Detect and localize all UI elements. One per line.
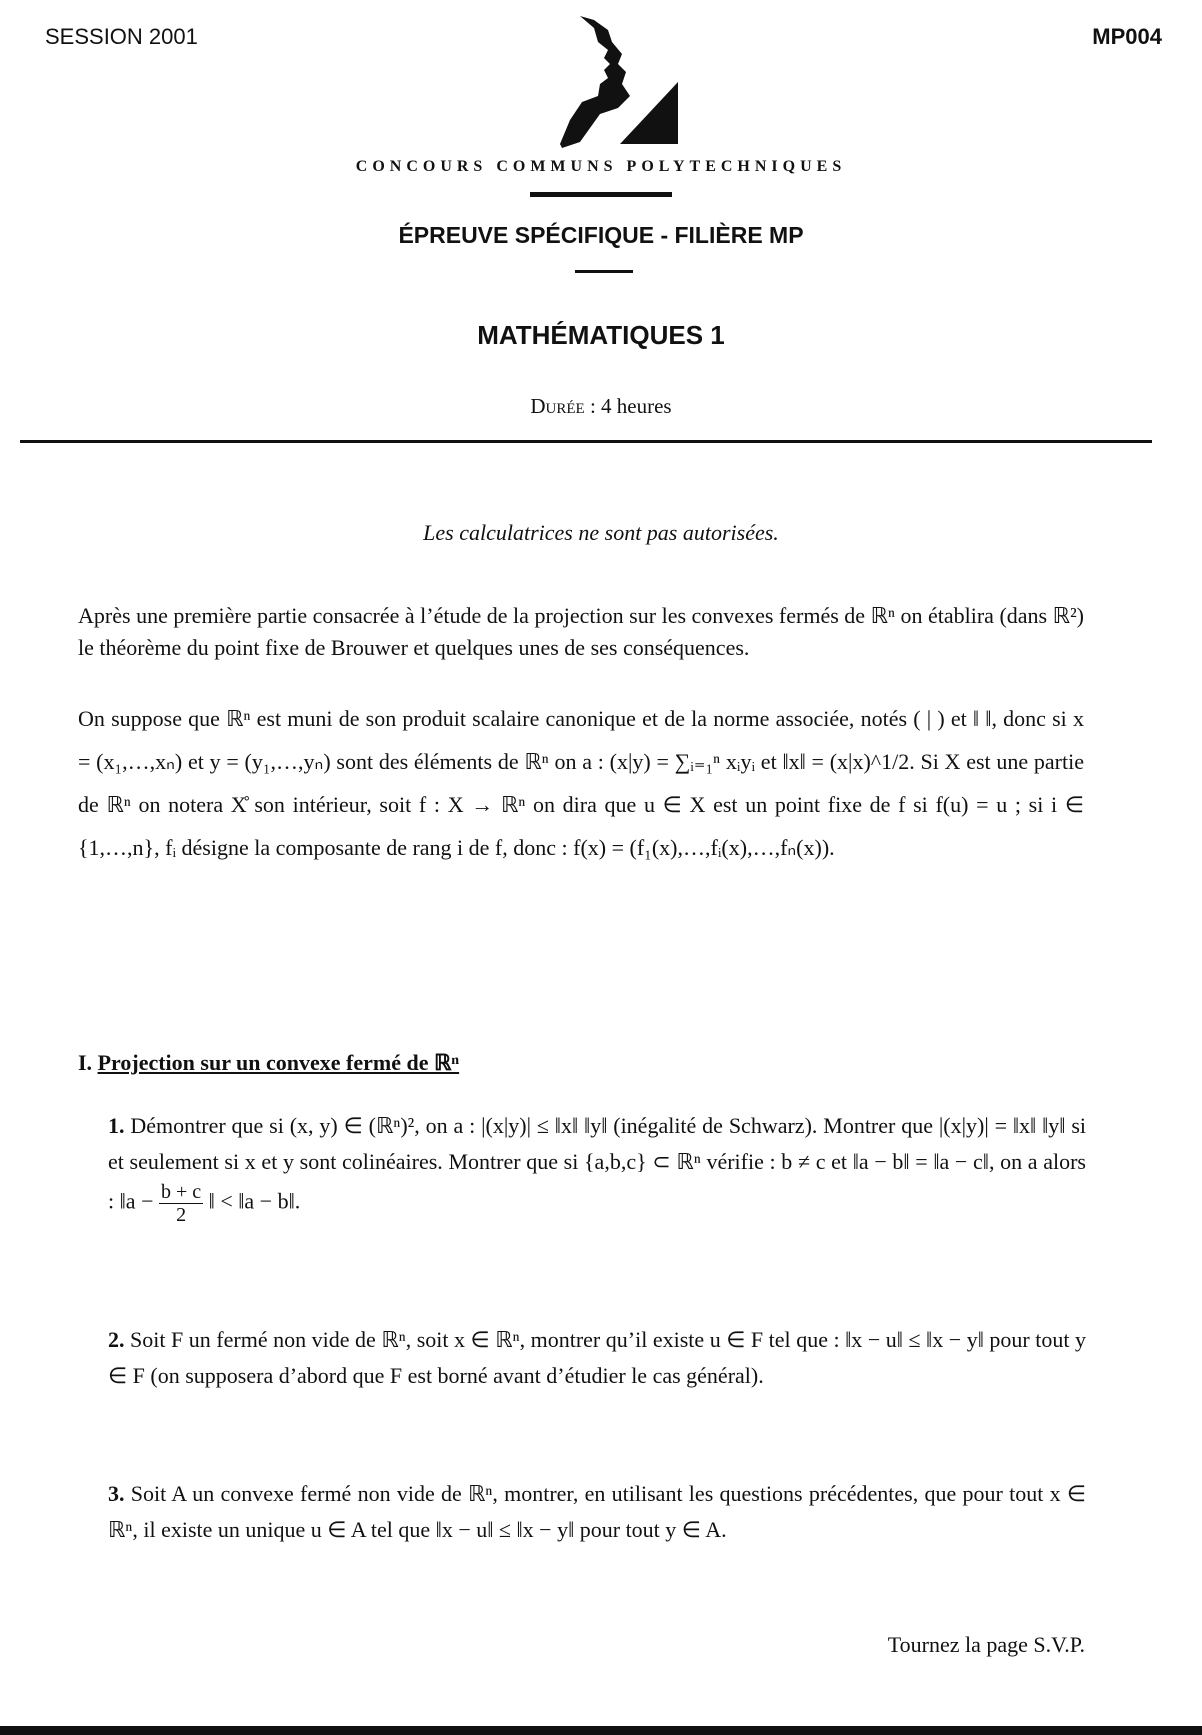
fraction-denominator: 2 xyxy=(176,1203,187,1226)
question-2 xyxy=(108,1322,1086,1395)
organization-underline xyxy=(530,192,672,197)
fraction-numerator: b + c xyxy=(160,1180,202,1203)
question-1 xyxy=(108,1108,1086,1226)
fraction xyxy=(159,1181,203,1226)
calculator-notice: Les calculatrices ne sont pas autorisées. xyxy=(423,520,779,545)
question-text: Démontrer que si (x, y) ∈ (ℝⁿ)², on a : |(x|y)| ≤ ‖x‖ ‖y‖ (inégalité de Schwarz). Montrer que |(x|y)| = ‖x‖ ‖y‖ si et seulement si x et y sont colinéaires. Montrer que si {a,b,c} ⊂ ℝⁿ vérifie : b ≠ c et ‖a − b‖ = ‖a − c‖, on a alors : xyxy=(108,1113,1086,1214)
title-divider xyxy=(575,270,633,273)
session-label: SESSION 2001 xyxy=(45,24,198,49)
question-number: 2. xyxy=(108,1327,125,1352)
intro-paragraph-2: On suppose que ℝⁿ est muni de son produit scalaire canonique et de la norme associée, notés ( | ) et ‖ ‖, donc si x = (x₁,…,xₙ) et y = (y₁,…,yₙ) sont des éléments de ℝⁿ on a : (x|y) = ∑ᵢ₌₁ⁿ xᵢyᵢ et ‖x‖ = (x|x)^1/2. Si X est une partie de ℝⁿ on notera X̊ son intérieur, soit f : X → ℝⁿ on dira que u ∈ X est un point fixe de f si f(u) = u ; si i ∈ {1,…,n}, fᵢ désigne la composante de rang i de f, donc : f(x) = (f₁(x),…,fᵢ(x),…,fₙ(x)). xyxy=(78,706,1084,860)
question-text: Soit F un fermé non vide de ℝⁿ, soit x ∈ ℝⁿ, montrer qu’il existe u ∈ F tel que : ‖x − u‖ ≤ ‖x − y‖ pour tout y ∈ F (on supposera d’abord que F est borné avant d’étudier le cas général). xyxy=(108,1327,1086,1389)
inequality-right: ‖ < ‖a − b‖. xyxy=(208,1188,301,1214)
bottom-rule xyxy=(0,1726,1202,1735)
intro-paragraph-1: Après une première partie consacrée à l’étude de la projection sur les convexes fermés de ℝⁿ on établira (dans ℝ²) le théorème du point fixe de Brouwer et quelques unes de ses conséquences. xyxy=(78,603,1084,660)
question-number: 3. xyxy=(108,1481,125,1506)
organization-name: CONCOURS COMMUNS POLYTECHNIQUES xyxy=(355,158,847,175)
duration-label: Durée xyxy=(530,394,585,418)
turn-page-note: Tournez la page S.V.P. xyxy=(887,1632,1085,1657)
inequality-left: ‖a − xyxy=(119,1188,154,1214)
ccp-logo-icon xyxy=(560,16,690,156)
subject-title: MATHÉMATIQUES 1 xyxy=(477,320,725,350)
section-heading xyxy=(78,1050,459,1076)
duration xyxy=(0,394,1202,419)
exam-code: MP004 xyxy=(1092,24,1162,49)
header-rule xyxy=(20,440,1152,443)
filiere-title: ÉPREUVE SPÉCIFIQUE - FILIÈRE MP xyxy=(398,222,804,248)
question-number: 1. xyxy=(108,1113,125,1138)
question-text: Soit A un convexe fermé non vide de ℝⁿ, montrer, en utilisant les questions précédentes, que pour tout x ∈ ℝⁿ, il existe un unique u ∈ A tel que ‖x − u‖ ≤ ‖x − y‖ pour tout y ∈ A. xyxy=(108,1481,1086,1543)
section-number: I. xyxy=(78,1050,93,1075)
question-3 xyxy=(108,1476,1086,1549)
duration-value: : 4 heures xyxy=(589,394,672,418)
section-title: Projection sur un convexe fermé de ℝⁿ xyxy=(97,1050,460,1075)
